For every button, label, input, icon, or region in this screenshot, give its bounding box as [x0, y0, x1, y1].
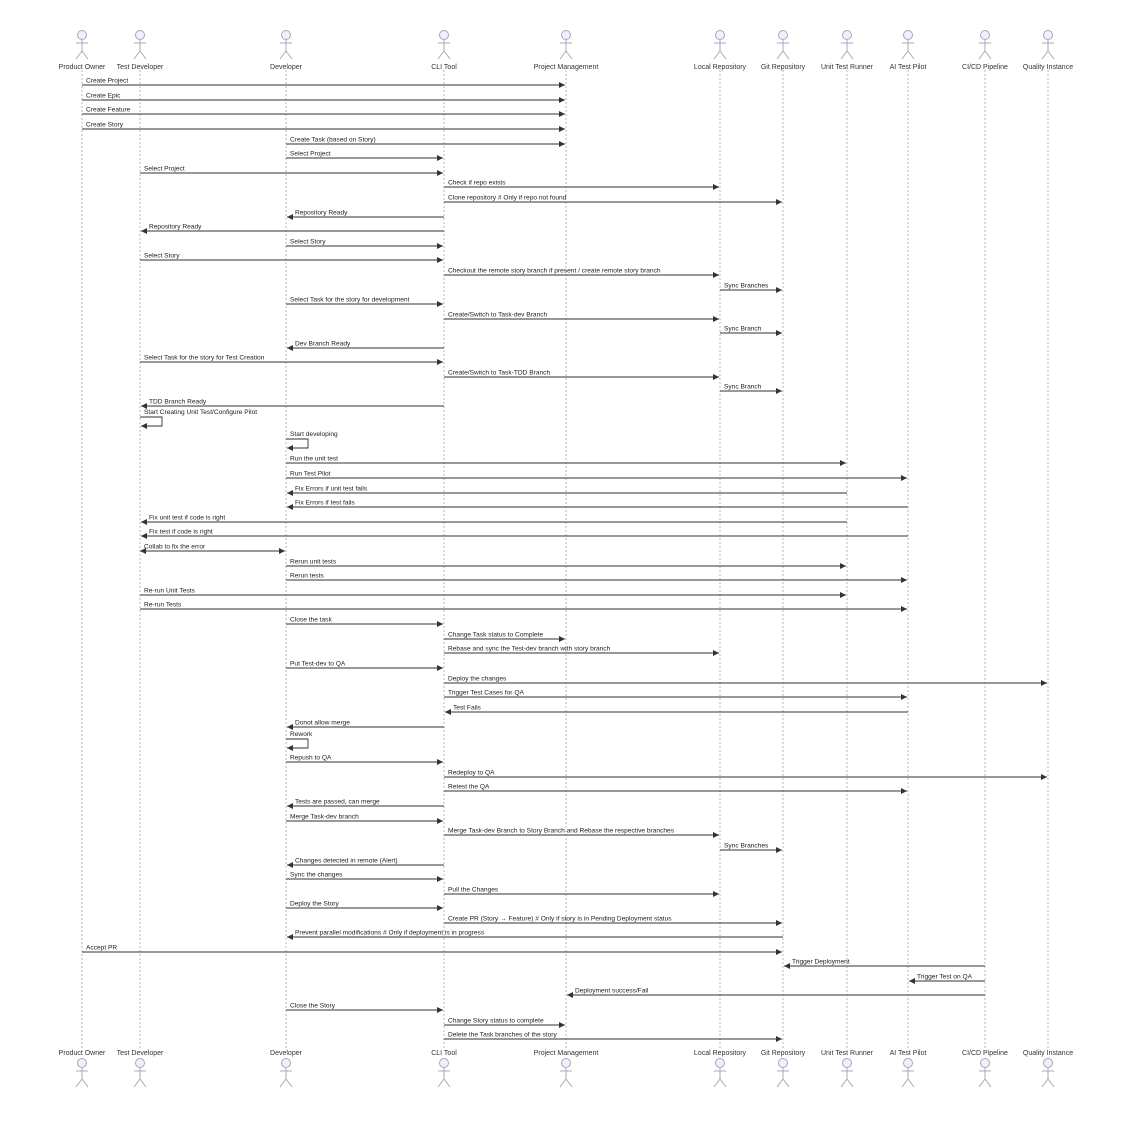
message [141, 224, 444, 232]
message-label: Run Test Pilot [290, 470, 331, 478]
actor-icon [1042, 1059, 1054, 1088]
actor-label: Product Owner [58, 64, 106, 71]
message [286, 814, 443, 822]
actor-icon [438, 31, 450, 60]
actor-label: Project Management [533, 64, 599, 71]
actor-dev-bottom [270, 1050, 303, 1087]
message [567, 988, 985, 996]
message [720, 326, 782, 334]
message [140, 166, 443, 174]
message-label: Re-run Unit Tests [144, 587, 195, 595]
message [444, 312, 719, 320]
message [82, 122, 565, 130]
actor-icon [902, 31, 914, 60]
actor-icon [134, 31, 146, 60]
message [720, 283, 782, 291]
message [444, 916, 782, 924]
message-label: Merge Task-dev branch [290, 813, 359, 821]
actor-cli-bottom [431, 1050, 457, 1087]
message-label: Re-run Tests [144, 601, 182, 609]
message-label: Put Test-dev to QA [290, 660, 346, 668]
actor-icon [777, 1059, 789, 1088]
message-label: Repush to QA [290, 754, 332, 762]
actor-label: Git Repository [760, 64, 806, 71]
message-label: Rework [290, 731, 313, 738]
message-label: Donot allow merge [295, 719, 350, 727]
message-label: Sync Branch [724, 325, 762, 333]
actor-qi-top [1023, 31, 1073, 72]
actor-icon [979, 1059, 991, 1088]
message [82, 93, 565, 101]
actor-label: AI Test Pilot [889, 64, 927, 71]
message [286, 573, 907, 581]
message-label: Dev Branch Ready [295, 340, 351, 348]
message-label: Trigger Test on QA [917, 973, 972, 981]
message-label: Start developing [290, 431, 338, 438]
actor-icon [841, 31, 853, 60]
message [286, 471, 907, 479]
actor-icon [714, 1059, 726, 1088]
message [140, 602, 907, 610]
message [286, 297, 443, 305]
message [720, 384, 782, 392]
actor-ci-top [962, 31, 1008, 72]
message [140, 544, 285, 552]
actor-label: AI Test Pilot [889, 1050, 927, 1057]
messages [82, 78, 1047, 1040]
message-label: Rebase and sync the Test-dev branch with story branch [448, 645, 611, 653]
message-label: Tests are passed, can merge [295, 798, 380, 806]
message-label: Pull the Changes [448, 886, 499, 894]
actor-icon [76, 1059, 88, 1088]
message [444, 828, 719, 836]
message [286, 1003, 443, 1011]
message [444, 784, 907, 792]
actor-label: Git Repository [760, 1050, 806, 1057]
actor-atp-top [890, 31, 927, 72]
message [445, 705, 908, 713]
message [141, 515, 847, 523]
actor-label: Test Developer [116, 1050, 164, 1057]
message-label: Retest the QA [448, 783, 490, 791]
actor-po-top [59, 31, 106, 72]
message-label: Repository Ready [295, 209, 348, 217]
message-label: Close the Story [290, 1002, 336, 1010]
message-label: Sync the changes [290, 871, 343, 879]
message-label: Create Epic [86, 92, 121, 100]
message [141, 399, 444, 407]
actor-icon [979, 31, 991, 60]
message-label: Deployment success/Fail [575, 987, 649, 995]
message [287, 858, 444, 866]
actor-label: Developer [270, 1050, 302, 1057]
actor-label: Local Repository [693, 64, 747, 71]
message [444, 1032, 782, 1040]
message [286, 872, 443, 880]
message [286, 431, 338, 448]
message-label: Fix unit test if code is right [149, 514, 226, 522]
actor-td-bottom [117, 1050, 164, 1087]
message-label: Merge Task-dev Branch to Story Branch and Rebase the respective branches [448, 827, 675, 835]
actor-label: CI/CD Pipeline [962, 1050, 1008, 1057]
message-label: Changes detected in remote (Alert) [295, 857, 398, 865]
message [82, 945, 782, 953]
message [444, 1018, 565, 1026]
actor-gr-top [761, 31, 806, 72]
message [287, 500, 908, 508]
actor-gr-bottom [761, 1050, 806, 1087]
message [286, 151, 443, 159]
message-label: Close the task [290, 616, 332, 624]
message [82, 78, 565, 86]
actor-label: Local Repository [693, 1050, 747, 1057]
actor-po-bottom [59, 1050, 106, 1087]
actor-qi-bottom [1023, 1050, 1073, 1087]
message-arrow [286, 739, 308, 748]
actor-lr-bottom [694, 1050, 747, 1087]
message-label: Select Story [290, 238, 326, 246]
message [444, 195, 782, 203]
message [287, 341, 444, 349]
actor-dev-top [270, 31, 303, 72]
message-label: Accept PR [86, 944, 118, 952]
actors-bottom [59, 1050, 1074, 1087]
message [444, 887, 719, 895]
message-label: Collab to fix the error [144, 543, 206, 551]
message-label: Sync Branch [724, 383, 762, 391]
message [444, 268, 719, 276]
message-label: Deploy the Story [290, 900, 339, 908]
message [140, 409, 257, 426]
message-label: Delete the Task branches of the story [448, 1031, 557, 1039]
actor-icon [560, 31, 572, 60]
message-arrow [140, 417, 162, 426]
message [444, 676, 1047, 684]
actor-icon [1042, 31, 1054, 60]
actor-utr-bottom [821, 1050, 874, 1087]
actor-label: CLI Tool [431, 1050, 457, 1057]
message [444, 690, 907, 698]
message [444, 770, 1047, 778]
message-label: Create Story [86, 121, 124, 129]
message-arrow [286, 439, 308, 448]
message [141, 529, 908, 537]
actor-pm-bottom [534, 1050, 599, 1087]
message-label: Select Project [144, 165, 185, 173]
message [444, 370, 719, 378]
message-label: Sync Branches [724, 282, 769, 290]
message-label: Create/Switch to Task-TDD Branch [448, 369, 551, 377]
message [140, 253, 443, 261]
message-label: Rerun unit tests [290, 558, 337, 566]
actor-icon [134, 1059, 146, 1088]
actor-label: Developer [270, 64, 302, 71]
message-label: Prevent parallel modifications # Only if deployment is in progress [295, 929, 485, 937]
actor-icon [560, 1059, 572, 1088]
message-label: Trigger Deployment [792, 958, 850, 966]
message [140, 355, 443, 363]
actor-atp-bottom [890, 1050, 927, 1087]
actor-label: Unit Test Runner [820, 1050, 874, 1057]
actor-lr-top [694, 31, 747, 72]
message-label: Clone repository # Only if repo not found [448, 194, 567, 202]
actor-label: Test Developer [116, 64, 164, 71]
message [286, 901, 443, 909]
message-label: Fix Errors if unit test fails [295, 485, 368, 493]
actor-icon [841, 1059, 853, 1088]
message [287, 210, 444, 218]
message-label: Create/Switch to Task-dev Branch [448, 311, 548, 319]
actor-icon [714, 31, 726, 60]
message-label: Repository Ready [149, 223, 202, 231]
message [784, 959, 985, 967]
message-label: Create PR (Story → Feature) # Only if story is in Pending Deployment status [448, 915, 672, 923]
message-label: Test Fails [453, 704, 481, 712]
message-label: Fix Errors if test fails [295, 499, 355, 507]
actor-cli-top [431, 31, 457, 72]
message-label: Fix test if code is right [149, 528, 213, 536]
message-label: Redeploy to QA [448, 769, 495, 777]
lifelines [82, 70, 1048, 1049]
message-label: Check if repo exists [448, 179, 506, 187]
message [287, 486, 847, 494]
message [286, 137, 565, 145]
message-label: Change Task status to Complete [448, 631, 544, 639]
message [286, 731, 313, 748]
message-label: Create Project [86, 77, 129, 85]
message-label: TDD Branch Ready [149, 398, 207, 406]
actor-ci-bottom [962, 1050, 1008, 1087]
actor-label: Project Management [533, 1050, 599, 1057]
message [286, 239, 443, 247]
message-label: Rerun tests [290, 572, 324, 580]
actor-label: CI/CD Pipeline [962, 64, 1008, 71]
actor-icon [902, 1059, 914, 1088]
actor-icon [76, 31, 88, 60]
message-label: Trigger Test Cases for QA [448, 689, 524, 697]
message [287, 930, 783, 938]
message-label: Select Task for the story for development [290, 296, 410, 304]
message [287, 799, 444, 807]
actor-td-top [117, 31, 164, 72]
message [140, 588, 846, 596]
message [909, 974, 985, 982]
actor-label: Quality Instance [1022, 1050, 1074, 1057]
message-label: Select Project [290, 150, 331, 158]
message-label: Sync Branches [724, 842, 769, 850]
message [286, 617, 443, 625]
actors-top [59, 31, 1074, 72]
actor-label: Product Owner [58, 1050, 106, 1057]
actor-label: Quality Instance [1022, 64, 1074, 71]
message [286, 755, 443, 763]
message [287, 720, 444, 728]
message-label: Create Feature [86, 106, 131, 114]
actor-label: Unit Test Runner [820, 64, 874, 71]
message [720, 843, 782, 851]
message-label: Deploy the changes [448, 675, 507, 683]
actor-icon [280, 31, 292, 60]
message [444, 632, 565, 640]
actor-pm-top [534, 31, 599, 72]
message-label: Run the unit test [290, 455, 339, 463]
actor-icon [438, 1059, 450, 1088]
actor-icon [777, 31, 789, 60]
message-label: Create Task (based on Story) [290, 136, 376, 144]
message-label: Start Creating Unit Test/Configure Pilot [144, 409, 258, 416]
actor-icon [280, 1059, 292, 1088]
message-label: Change Story status to complete [448, 1017, 544, 1025]
actor-utr-top [821, 31, 874, 72]
message [444, 180, 719, 188]
message-label: Select Task for the story for Test Creation [144, 354, 265, 362]
message [444, 646, 719, 654]
message-label: Select Story [144, 252, 180, 260]
actor-label: CLI Tool [431, 64, 457, 71]
message [286, 661, 443, 669]
message-label: Checkout the remote story branch if present / create remote story branch [448, 267, 661, 275]
message [82, 107, 565, 115]
